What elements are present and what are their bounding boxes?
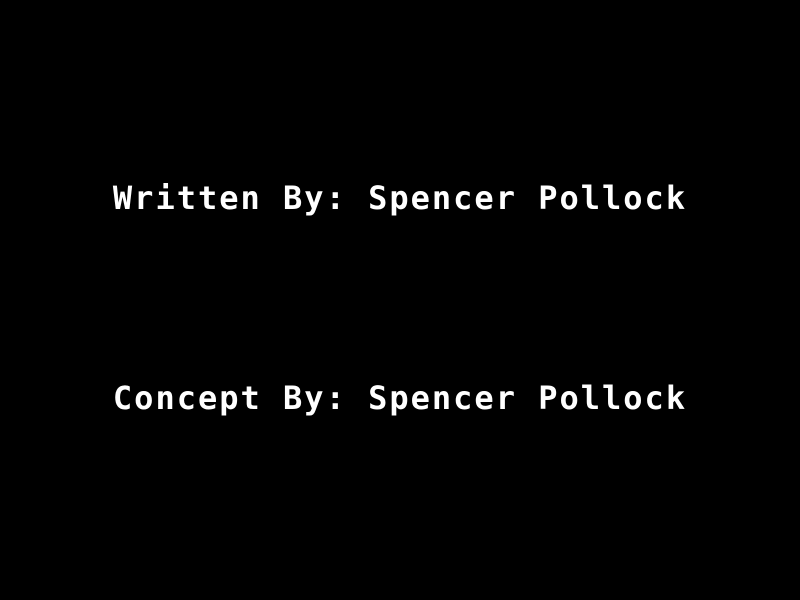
credit-concept-by: Concept By: Spencer Pollock bbox=[112, 379, 688, 417]
credit-written-by: Written By: Spencer Pollock bbox=[112, 179, 688, 217]
